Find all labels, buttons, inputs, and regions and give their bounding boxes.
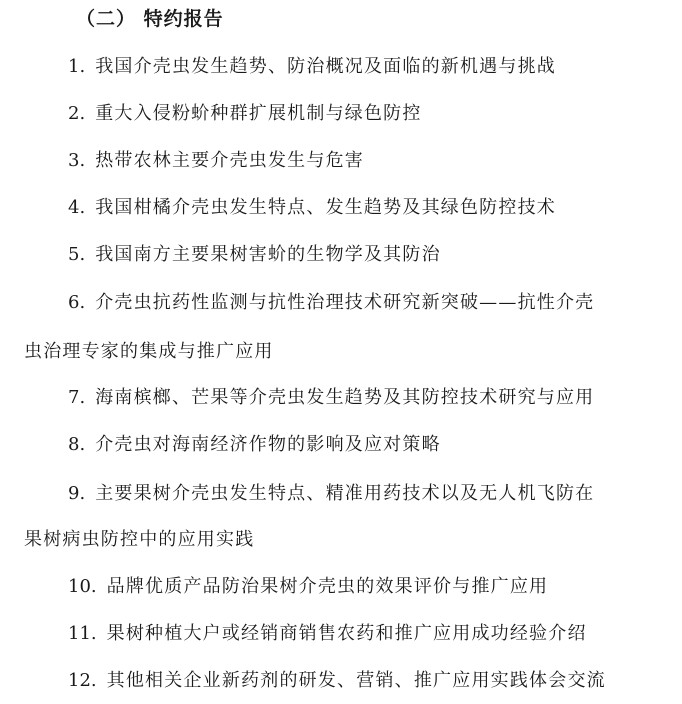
list-item-line bbox=[68, 193, 556, 219]
list-item-text: 我国柑橘介壳虫发生特点、发生趋势及其绿色防控技术 bbox=[95, 197, 556, 218]
list-item-continuation: 果树病虫防控中的应用实践 bbox=[24, 529, 255, 550]
section-heading: （二） 特约报告 bbox=[76, 8, 224, 30]
list-item-number: 8. bbox=[68, 434, 86, 455]
list-item-text: 品牌优质产品防治果树介壳虫的效果评价与推广应用 bbox=[106, 576, 549, 597]
list-item-number: 4. bbox=[68, 197, 86, 218]
list-item-number: 5. bbox=[68, 244, 86, 265]
list-item-line bbox=[68, 479, 594, 505]
list-item-line bbox=[68, 383, 594, 409]
list-item-number: 2. bbox=[68, 103, 86, 124]
list-item-line bbox=[68, 572, 548, 598]
list-item-text: 我国介壳虫发生趋势、防治概况及面临的新机遇与挑战 bbox=[95, 56, 556, 77]
list-item-number: 3. bbox=[68, 150, 86, 171]
list-item-line bbox=[68, 666, 606, 692]
list-item-text: 果树种植大户或经销商销售农药和推广应用成功经验介绍 bbox=[106, 623, 587, 644]
list-item-text: 主要果树介壳虫发生特点、精准用药技术以及无人机飞防在 bbox=[95, 483, 595, 504]
list-item-text: 其他相关企业新药剂的研发、营销、推广应用实践体会交流 bbox=[106, 670, 606, 691]
list-item-number: 11. bbox=[68, 623, 97, 644]
list-item-text: 热带农林主要介壳虫发生与危害 bbox=[95, 150, 364, 171]
list-item-text: 介壳虫抗药性监测与抗性治理技术研究新突破——抗性介壳 bbox=[95, 292, 595, 313]
list-item-line bbox=[68, 288, 594, 314]
list-item-line bbox=[68, 146, 364, 172]
list-item-text: 海南槟榔、芒果等介壳虫发生趋势及其防控技术研究与应用 bbox=[95, 387, 595, 408]
list-item-line bbox=[68, 240, 441, 266]
list-item-line bbox=[68, 99, 422, 125]
list-item-number: 1. bbox=[68, 56, 86, 77]
list-item-line bbox=[68, 619, 587, 645]
list-item-text: 重大入侵粉蚧种群扩展机制与绿色防控 bbox=[95, 103, 422, 124]
list-item-text: 介壳虫对海南经济作物的影响及应对策略 bbox=[95, 434, 441, 455]
list-item-number: 9. bbox=[68, 483, 86, 504]
list-item-line bbox=[68, 430, 441, 456]
list-item-continuation: 虫治理专家的集成与推广应用 bbox=[24, 341, 274, 362]
list-item-line bbox=[68, 52, 556, 78]
list-item-number: 6. bbox=[68, 292, 86, 313]
list-item-text: 我国南方主要果树害蚧的生物学及其防治 bbox=[95, 244, 441, 265]
list-item-number: 12. bbox=[68, 670, 97, 691]
list-item-number: 7. bbox=[68, 387, 86, 408]
list-item-number: 10. bbox=[68, 576, 97, 597]
